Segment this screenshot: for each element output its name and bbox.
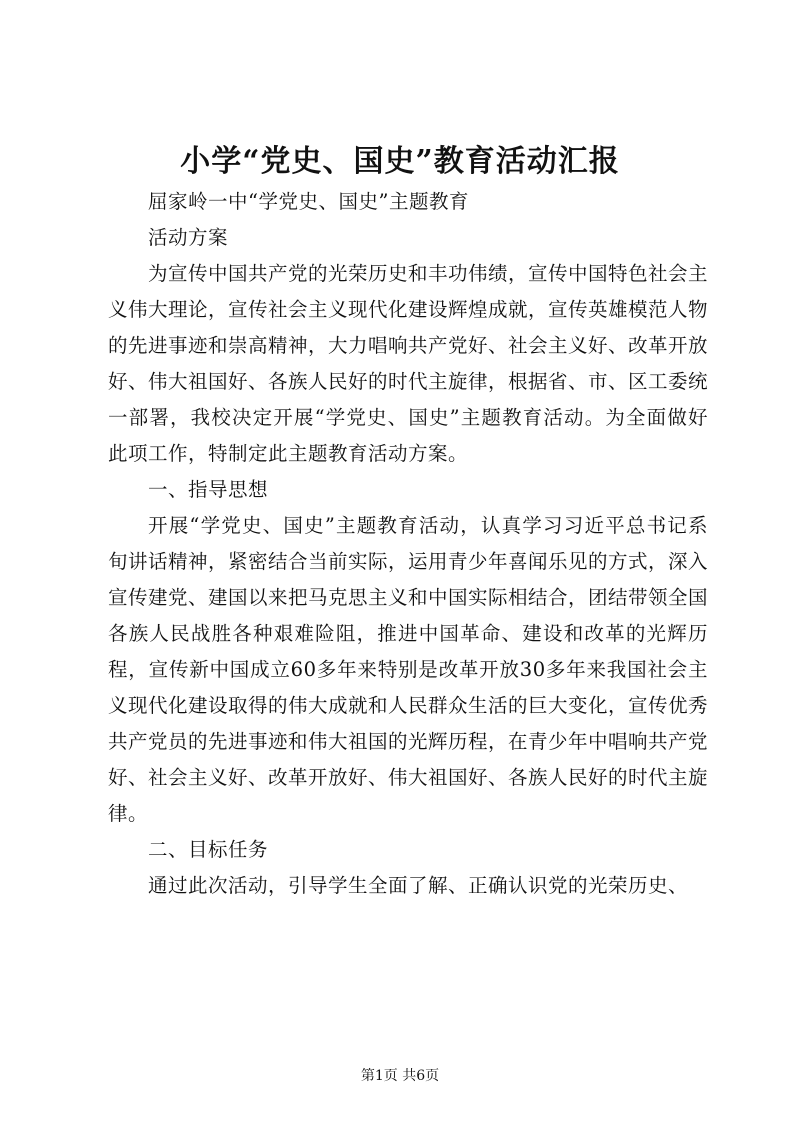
- paragraph-plan-label: 活动方案: [148, 226, 229, 249]
- section-heading-guiding-ideology: 一、指导思想: [148, 478, 269, 501]
- paragraph-subtitle: 屈家岭一中“学党史、国史”主题教育: [148, 190, 469, 213]
- document-title: 小学“党史、国史”教育活动汇报: [180, 144, 620, 179]
- paragraph-intro: 为宣传中国共产党的光荣历史和丰功伟绩，宣传中国特色社会主义伟大理论，宣传社会主义现代化建设辉煌成就，宣传英雄模范人物的先进事迹和崇高精神，大力唱响共产党好、社会主义好、改革开放好、伟大祖国好、各族人民好的时代主旋律，根据省、市、区工委统一部署，我校决定开展“学党史、国史”主题教育活动。为全面做好此项工作，特制定此主题教育活动方案。: [108, 262, 709, 465]
- section-heading-objectives: 二、目标任务: [148, 838, 269, 861]
- paragraph-objectives: 通过此次活动，引导学生全面了解、正确认识党的光荣历史、: [148, 874, 689, 897]
- document-body: [108, 184, 708, 904]
- paragraph-guiding-ideology: 开展“学党史、国史”主题教育活动，认真学习习近平总书记系旬讲话精神，紧密结合当前实际，运用青少年喜闻乐见的方式，深入宣传建党、建国以来把马克思主义和中国实际相结合，团结带领全国各族人民战胜各种艰难险阻，推进中国革命、建设和改革的光辉历程，宣传新中国成立60多年来特别是改革开放30多年来我国社会主义现代化建设取得的伟大成就和人民群众生活的巨大变化，宣传优秀共产党员的先进事迹和伟大祖国的光辉历程，在青少年中唱响共产党好、社会主义好、改革开放好、伟大祖国好、各族人民好的时代主旋律。: [108, 514, 709, 825]
- page-number-footer: 第1页 共6页: [360, 1068, 440, 1084]
